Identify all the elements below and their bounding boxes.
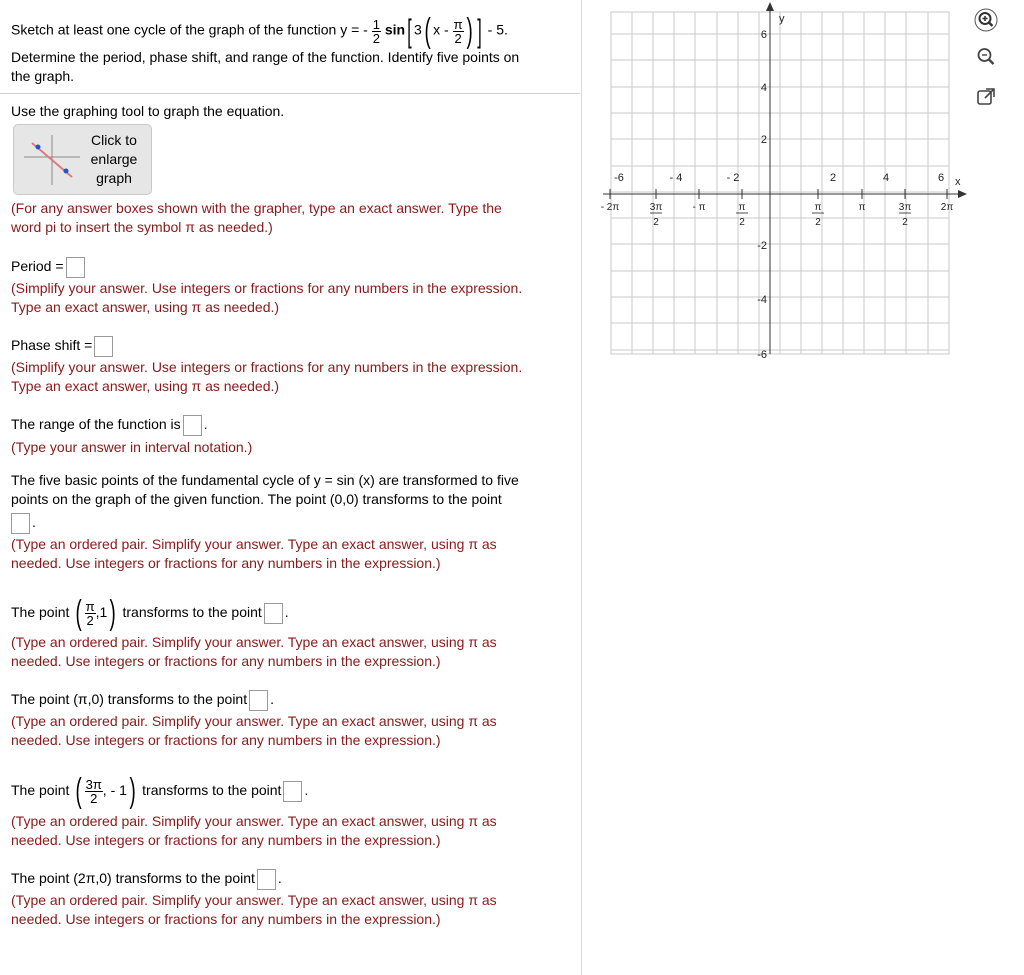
zoom-in-icon[interactable] [974,8,998,32]
pi-tick-label: - π [692,202,706,213]
point4-denominator: 2 [90,790,98,806]
y-tick-label: -6 [757,349,767,361]
phase-shift-label: Phase shift = [11,337,93,353]
point1-hint-line-1: (Type an ordered pair. Simplify your answer. Type an exact answer, using π as [11,536,497,552]
range-row: The range of the function is . [11,413,208,436]
phase-shift-hint-line-1: (Simplify your answer. Use integers or fractions for any numbers in the expression. [11,359,523,375]
point5-hint-line-2: needed. Use integers or fractions for any numbers in the expression.) [11,911,441,927]
point4-left-paren: ( [75,772,83,811]
divider [0,93,580,94]
point4-prefix: The point [11,782,70,798]
range-label: The range of the function is [11,416,181,432]
point3-hint-line-2: needed. Use integers or fractions for any numbers in the expression.) [11,732,441,748]
pi-tick-label: π [814,202,822,213]
grapher-note-line-1: (For any answer boxes shown with the grapher, type an exact answer. Type the [11,200,502,216]
grapher-note-line-2: word pi to insert the symbol π as needed.) [11,219,273,235]
point2-row: The point ( $\frac{\pi}{2}$ ,1) transforms to the point . [11,594,289,633]
problem-statement [11,12,508,50]
phase-shift-hint-line-2: Type an exact answer, using π as needed.) [11,378,280,394]
x-tick-label: 2 [829,172,837,184]
point4-hint-line-2: needed. Use integers or fractions for any numbers in the expression.) [11,832,441,848]
enlarge-line-3: graph [96,170,132,186]
point5-row: The point (2π,0) transforms to the point . [11,867,282,890]
coordinate-grid[interactable] [590,0,970,370]
point4-row: The point ( $\frac{3\pi}{2}$ , - 1) transforms to the point . [11,772,309,811]
pi-tick-label: π [858,202,866,213]
sin-label: sin [384,21,406,38]
pi-tick-denominator: 2 [653,217,659,228]
point2-hint-line-2: needed. Use integers or fractions for any numbers in the expression.) [11,653,441,669]
point4-right-paren: ) [129,772,136,811]
pi-tick-denominator: 2 [815,217,821,228]
y-tick-label: -2 [757,240,767,252]
shift-denominator: 2 [454,30,462,46]
pi-tick-label: π [738,202,746,213]
range-hint: (Type your answer in interval notation.) [11,439,253,455]
point2-right-paren: ) [109,594,117,633]
y-tick-label: 2 [760,134,767,146]
y-tick-label: 4 [760,82,767,94]
x-tick-label: 4 [882,172,890,184]
enlarge-graph-button[interactable] [13,124,152,195]
x-tick-label: 6 [937,172,945,184]
x-axis-arrow [958,190,967,198]
left-paren: ( [424,12,431,50]
period-row [11,255,87,278]
five-points-line-2: points on the graph of the given function. The point (0,0) transforms to the point [11,491,502,507]
x-axis-label: x [955,176,961,188]
point2-denominator: 2 [86,612,94,628]
coef-numerator: 1 [372,16,380,32]
enlarge-line-1: Click to [91,132,137,148]
point5-answer-box[interactable] [257,869,276,890]
point1-row: . [11,511,36,534]
pi-tick-denominator: 2 [902,217,908,228]
coefficient-fraction [372,18,381,45]
point2-hint-line-1: (Type an ordered pair. Simplify your answer. Type an exact answer, using π as [11,634,497,650]
point2-prefix: The point [11,604,70,620]
point4-answer-box[interactable] [283,781,302,802]
point4-hint-line-1: (Type an ordered pair. Simplify your answer. Type an exact answer, using π as [11,813,497,829]
problem-line-3: the graph. [11,68,75,84]
coef-denominator: 2 [372,30,380,46]
point4-suffix: transforms to the point [142,782,282,798]
popout-icon[interactable] [974,85,998,109]
shift-numerator: π [453,16,463,32]
minus-sign: - [363,21,368,38]
x-minus: x - [433,21,449,38]
point4-numerator: 3π [85,776,102,792]
pi-tick-label: 2π [940,202,954,213]
point2-numerator: π [85,598,95,614]
period-label: Period = [11,258,64,274]
point4-fraction [85,778,103,805]
point2-suffix: transforms to the point [122,604,262,620]
point3-answer-box[interactable] [249,690,268,711]
point5-text: The point (2π,0) transforms to the point [11,870,255,886]
pi-tick-label: 3π [649,202,663,213]
point1-hint-line-2: needed. Use integers or fractions for any numbers in the expression.) [11,555,441,571]
point2-left-paren: ( [75,594,83,633]
point3-hint-line-1: (Type an ordered pair. Simplify your answer. Type an exact answer, using π as [11,713,497,729]
period-hint-line-1: (Simplify your answer. Use integers or fractions for any numbers in the expression. [11,280,523,296]
point5-hint-line-1: (Type an ordered pair. Simplify your answer. Type an exact answer, using π as [11,892,497,908]
problem-line-2: Determine the period, phase shift, and range of the function. Identify five points on [11,49,520,65]
graphing-tool-instruction: Use the graphing tool to graph the equation. [11,103,285,119]
problem-intro: Sketch at least one cycle of the graph of the function y = [11,21,360,38]
period-hint-line-2: Type an exact answer, using π as needed.) [11,299,280,315]
pi-tick-label: - 2π [600,202,620,213]
point3-text: The point (π,0) transforms to the point [11,691,248,707]
phase-shift-row [11,334,115,357]
zoom-out-icon[interactable] [974,45,998,69]
point2-y: ,1 [95,604,108,620]
point2-fraction [85,600,96,627]
frequency-coefficient: 3 [413,21,422,38]
enlarge-graph-label [84,131,144,188]
point2-answer-box[interactable] [264,603,283,624]
y-axis-arrow [766,2,774,11]
period-answer-box[interactable] [66,257,85,278]
x-tick-label: - 4 [669,172,683,184]
enlarge-line-2: enlarge [90,151,138,167]
range-answer-box[interactable] [183,415,202,436]
y-tick-label: -4 [757,294,767,306]
pi-tick-denominator: 2 [739,217,745,228]
vertical-shift: - 5. [487,21,508,38]
left-bracket: [ [407,13,412,49]
x-tick-label: -6 [614,172,624,184]
point1-answer-box[interactable] [11,513,30,534]
y-tick-label: 6 [760,29,767,41]
shift-fraction [453,18,464,45]
right-bracket: ] [477,13,482,49]
phase-shift-answer-box[interactable] [94,336,113,357]
point3-row: The point (π,0) transforms to the point . [11,688,274,711]
y-axis-label: y [779,13,785,25]
five-points-line-1: The five basic points of the fundamental cycle of y = sin (x) are transformed to five [11,472,519,488]
x-tick-label: - 2 [726,172,740,184]
point4-y: , - 1 [102,782,127,798]
right-paren: ) [466,12,473,50]
graph-thumbnail-icon [22,133,82,187]
pi-tick-label: 3π [898,202,912,213]
